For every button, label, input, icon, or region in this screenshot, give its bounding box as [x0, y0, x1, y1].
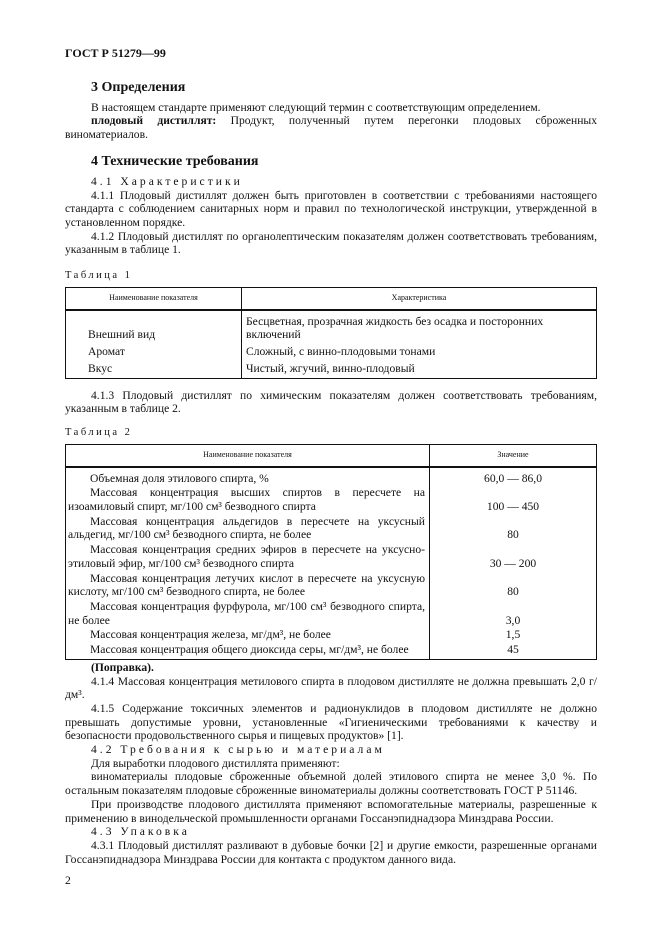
definition-text: Продукт, полученный путем перегонки плодовых сброженных виноматериалов. — [65, 114, 597, 142]
table-row — [66, 485, 597, 513]
table-row — [66, 571, 597, 599]
table-cell: Массовая концентрация средних эфиров в пересчете на уксусно-этиловый эфир, мг/100 см³ безводного спирта — [68, 543, 425, 570]
table-row — [66, 359, 597, 378]
table-cell: Внешний вид — [88, 328, 156, 342]
table-row — [66, 627, 597, 642]
table-row — [66, 342, 597, 359]
table-cell: Объемная доля этилового спирта, % — [90, 471, 269, 485]
para-4-3-1: 4.3.1 Плодовый дистиллят разливают в дубовые бочки [2] и другие емкости, разрешенные органами Госсанэпиднадзора Минздрава России для контакта с продуктом данного вида. — [65, 838, 597, 866]
table-cell: 60,0 — 86,0 — [430, 467, 597, 486]
table-cell: 1,5 — [430, 627, 597, 642]
table-row — [66, 642, 597, 659]
subsection-4-3: 4.3 Упаковка — [91, 825, 190, 839]
subsection-4-2: 4.2 Требования к сырью и материалам — [91, 743, 385, 757]
para-4-1-3: 4.1.3 Плодовый дистиллят по химическим показателям должен соответствовать требованиям, указанным в таблице 2. — [65, 388, 597, 416]
table-cell: 30 — 200 — [430, 542, 597, 570]
table-header: Наименование показателя — [66, 287, 242, 310]
table-row — [66, 310, 597, 342]
section-3 — [65, 80, 597, 142]
para-4-1-5: 4.1.5 Содержание токсичных элементов и радионуклидов в плодовом дистилляте не должно превышать допустимые уровни, установленные «Гигиеническими требованиями к качеству и безопасности продовольственного сырья и пищевых продуктов» [1]. — [65, 701, 597, 743]
table-cell: Аромат — [88, 345, 125, 359]
para-4-1-2: 4.1.2 Плодовый дистиллят по органолептическим показателям должен соответствовать требованиям, указанным в таблице 1. — [65, 229, 597, 257]
table-cell: Бесцветная, прозрачная жидкость без осадка и посторонних включений — [242, 310, 597, 342]
table-cell: 100 — 450 — [430, 485, 597, 513]
table-row — [66, 514, 597, 542]
para-4-1-1: 4.1.1 Плодовый дистиллят должен быть приготовлен в соответствии с требованиями настоящего стандарта с соблюдением санитарных норм и правил по технологической инструкции, утвержденной в установленном порядке. — [65, 188, 597, 229]
table-cell: 80 — [430, 571, 597, 599]
table-2-caption: Таблица 2 — [65, 426, 133, 438]
table-cell: Сложный, с винно-плодовыми тонами — [242, 342, 597, 359]
document-header: ГОСТ Р 51279—99 — [65, 46, 166, 60]
table-cell: Массовая концентрация общего диоксида серы, мг/дм³, не более — [90, 643, 409, 657]
para-4-2-b: виноматериалы плодовые сброженные объемной долей этилового спирта не менее 3,0 %. По остальным показателям плодовые сброженные виноматериалы должны соответствовать ГОСТ Р 51146. — [65, 770, 597, 798]
table-row — [66, 599, 597, 627]
definition-term: плодовый дистиллят: — [91, 114, 217, 128]
table-cell: Массовая концентрация фурфурола, мг/100 см³ безводного спирта, не более — [68, 599, 425, 627]
table-cell: 80 — [430, 514, 597, 542]
section-4-title: 4 Технические требования — [91, 153, 259, 169]
table-cell: Массовая концентрация летучих кислот в пересчете на уксусную кислоту, мг/100 см³ безводного спирта, не более — [68, 571, 425, 599]
lower-text — [65, 661, 597, 867]
table-header: Значение — [430, 444, 597, 467]
section-4 — [65, 154, 597, 257]
para-4-1-4: 4.1.4 Массовая концентрация метилового спирта в плодовом дистилляте не должна превышать 2,0 г/дм³. — [65, 674, 597, 702]
table-cell: Вкус — [88, 361, 113, 375]
table-row — [66, 467, 597, 486]
para-4-2-c: При производстве плодового дистиллята применяют вспомогательные материалы, разрешенные к применению в винодельческой промышленности органами Госсанэпиднадзора Минздрава России. — [65, 797, 597, 825]
table-cell: Массовая концентрация альдегидов в пересчете на уксусный альдегид, мг/100 см³ безводного спирта, не более — [68, 514, 425, 542]
table-header: Наименование показателя — [66, 444, 430, 467]
page-number: 2 — [65, 874, 71, 888]
table-cell: 45 — [430, 642, 597, 659]
document-page — [65, 0, 597, 908]
table-cell: Массовая концентрация железа, мг/дм³, не более — [90, 628, 331, 642]
table-header: Характеристика — [242, 287, 597, 310]
amendment-note: (Поправка). — [91, 660, 154, 674]
para-4-2-a: Для выработки плодового дистиллята применяют: — [91, 756, 340, 770]
section-3-intro: В настоящем стандарте применяют следующий термин с соответствующим определением. — [91, 100, 541, 114]
table-1-caption: Таблица 1 — [65, 270, 133, 282]
table-cell: Массовая концентрация высших спиртов в пересчете на изоамиловый спирт, мг/100 см³ безводного спирта — [68, 486, 425, 514]
table-cell: Чистый, жгучий, винно-плодовый — [242, 359, 597, 378]
table-cell: 3,0 — [430, 599, 597, 627]
section-3-title: 3 Определения — [91, 79, 186, 95]
table-1 — [65, 287, 597, 379]
subsection-4-1: 4.1 Характеристики — [91, 174, 243, 188]
definition — [65, 114, 597, 141]
table-row — [66, 542, 597, 570]
table-2 — [65, 444, 597, 660]
